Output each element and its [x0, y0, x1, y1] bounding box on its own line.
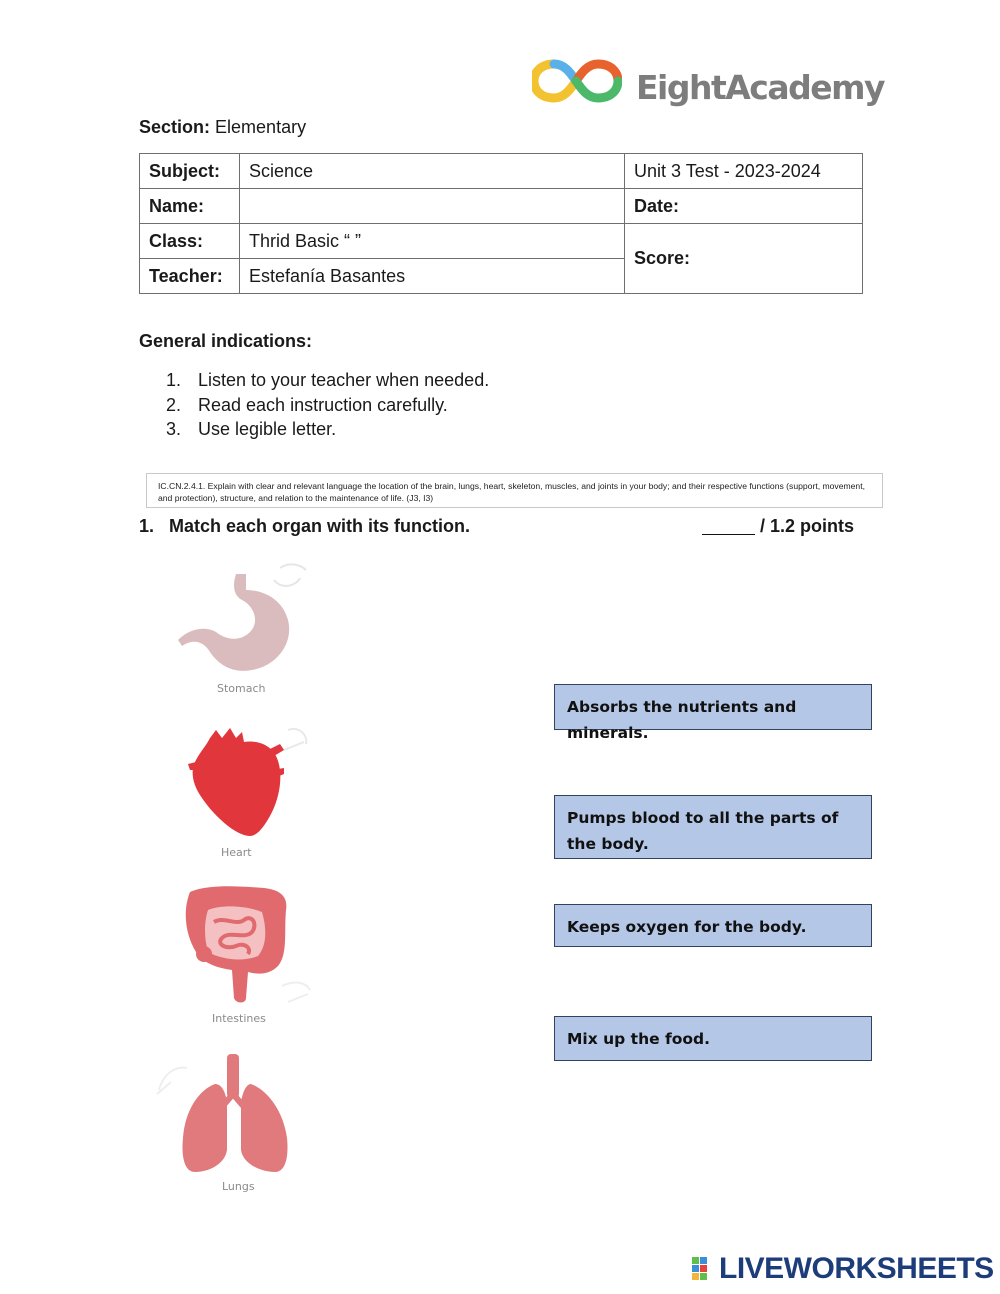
function-box-mix[interactable]: Mix up the food. [554, 1016, 872, 1061]
list-text: Use legible letter. [198, 419, 337, 439]
organ-caption: Heart [221, 846, 252, 859]
table-row [140, 154, 863, 189]
liveworksheets-logo-icon [692, 1257, 716, 1281]
heart-icon [180, 720, 315, 840]
list-text: Listen to your teacher when needed. [198, 370, 490, 390]
list-item [166, 417, 489, 442]
unit-title: Unit 3 Test - 2023-2024 [625, 154, 863, 189]
section-label: Section: [139, 117, 211, 137]
name-field[interactable] [240, 189, 625, 224]
function-box-pumps[interactable]: Pumps blood to all the parts of the body. [554, 795, 872, 859]
stomach-icon [170, 560, 315, 685]
list-number: 3. [166, 419, 182, 439]
class-value: Thrid Basic “ ” [240, 224, 625, 259]
list-text: Read each instruction carefully. [198, 394, 448, 415]
organ-caption: Intestines [212, 1012, 266, 1025]
liveworksheets-text: LIVEWORKSHEETS [719, 1252, 994, 1285]
organ-caption: Stomach [217, 682, 266, 695]
question-text: Match each organ with its function. [169, 516, 471, 536]
stomach-figure[interactable] [170, 560, 315, 700]
points-field [702, 516, 854, 537]
name-label: Name: [140, 189, 240, 224]
class-label: Class: [140, 224, 240, 259]
lungs-figure[interactable] [155, 1050, 305, 1200]
list-item [166, 368, 489, 393]
infinity-logo-icon [532, 56, 622, 112]
subject-value: Science [240, 154, 625, 189]
list-number: 2. [166, 394, 182, 415]
question-prompt [139, 516, 470, 537]
general-indications-list [166, 368, 489, 442]
list-item [166, 393, 489, 418]
table-row [140, 224, 863, 259]
intestines-figure[interactable] [178, 882, 316, 1030]
brand-name: EightAcademy [636, 68, 885, 107]
score-label: Score: [625, 224, 863, 294]
section-value: Elementary [215, 117, 307, 137]
teacher-value: Estefanía Basantes [240, 259, 625, 294]
lungs-icon [155, 1050, 305, 1180]
teacher-label: Teacher: [140, 259, 240, 294]
date-label[interactable]: Date: [625, 189, 863, 224]
heart-figure[interactable] [180, 720, 315, 865]
info-table [139, 153, 863, 294]
table-row [140, 189, 863, 224]
function-box-absorbs[interactable]: Absorbs the nutrients and minerals. [554, 684, 872, 730]
intestines-icon [178, 882, 316, 1010]
organ-caption: Lungs [222, 1180, 255, 1193]
points-label: / 1.2 points [760, 516, 855, 536]
criteria-box: IC.CN.2.4.1. Explain with clear and relevant language the location of the brain, lungs, heart, skeleton, muscles, and joints in your body; and their respective functions (support, movement, and protection), structure, and relation to the maintenance of life. (J3, I3) [146, 473, 883, 508]
section-line [139, 117, 306, 138]
eight-academy-logo [532, 56, 885, 112]
subject-label: Subject: [140, 154, 240, 189]
list-number: 1. [166, 370, 182, 390]
general-indications-title: General indications: [139, 331, 313, 351]
score-blank[interactable] [702, 516, 755, 535]
function-box-oxygen[interactable]: Keeps oxygen for the body. [554, 904, 872, 947]
question-number: 1. [139, 516, 155, 536]
